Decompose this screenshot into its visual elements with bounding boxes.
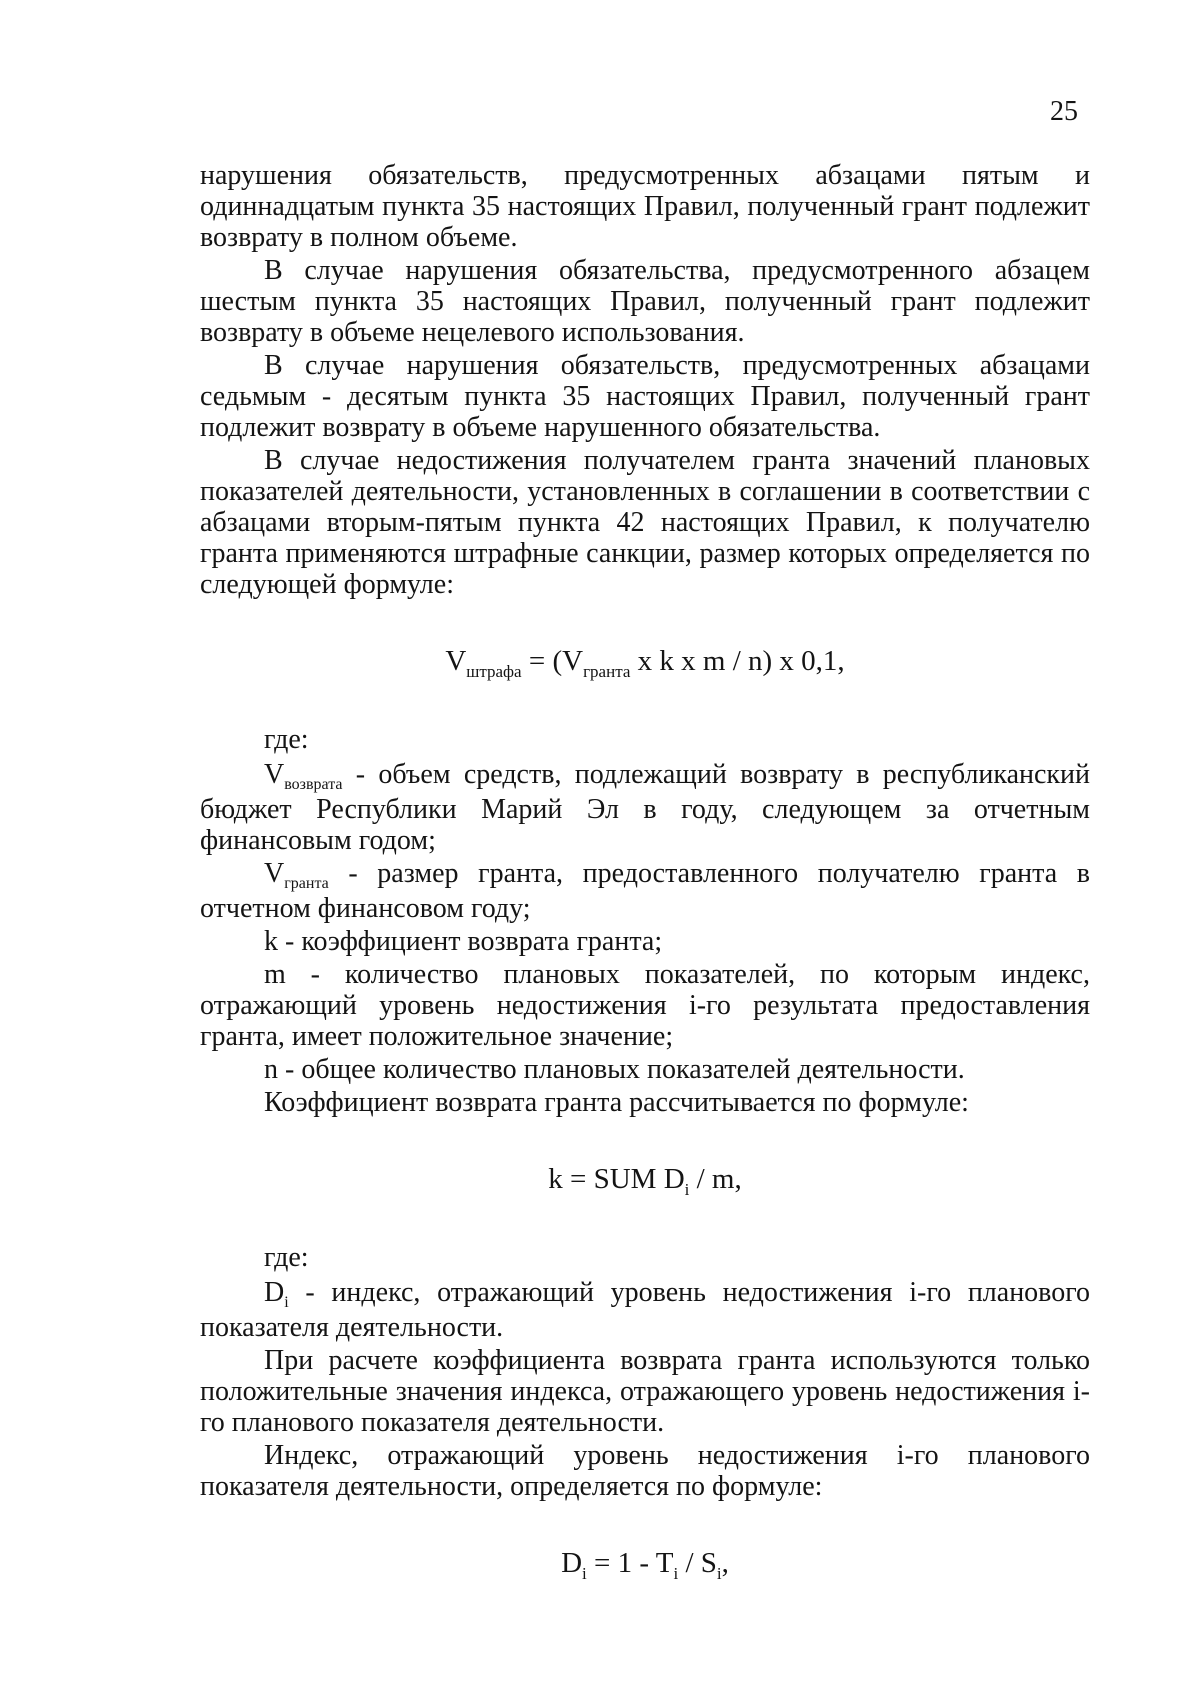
formula-coefficient-lhs: k = SUM D	[548, 1163, 685, 1195]
formula-penalty	[200, 644, 1090, 682]
formula-index-mid: = 1 - T	[586, 1547, 674, 1579]
formula-index-sub-t: i	[673, 1564, 679, 1583]
formula-coefficient-rest: / m,	[689, 1163, 742, 1195]
definition-k: k - коэффициент возврата гранта;	[264, 926, 663, 957]
formula-index-end: ,	[721, 1547, 729, 1579]
formula-penalty-sub-shtrafa: штрафа	[466, 662, 522, 681]
definition-n: n - общее количество плановых показателей деятельности.	[264, 1054, 965, 1085]
formula-index-d: D	[561, 1547, 583, 1579]
where-label: где:	[264, 724, 309, 755]
definition-di	[200, 1277, 1090, 1343]
paragraph-violation-seventh-tenth: В случае нарушения обязательств, предусмотренных абзацами седьмым - десятым пункта 35 настоящих Правил, полученный грант подлежит возврату в объеме нарушенного обязательства.	[200, 350, 1090, 443]
definition-text: - размер гранта, предоставленного получателю гранта в отчетном финансовом году;	[200, 858, 1090, 924]
definition-text: - объем средств, подлежащий возврату в республиканский бюджет Республики Марий Эл в году, следующем за отчетным финансовым годом;	[200, 759, 1090, 856]
formula-penalty-rest: x k x m / n) x 0,1,	[630, 645, 845, 677]
body-text	[200, 160, 1090, 1626]
definition-v-vozvrata	[200, 759, 1090, 856]
definition-v-granta	[200, 858, 1090, 924]
paragraph-positive-values: При расчете коэффициента возврата гранта используются только положительные значения индекса, отражающего уровень недостижения i-го планового показателя деятельности.	[200, 1345, 1090, 1438]
definition-symbol: V	[264, 759, 285, 790]
paragraph-coefficient-intro: Коэффициент возврата гранта рассчитывается по формуле:	[264, 1087, 969, 1118]
definition-symbol: V	[264, 858, 285, 889]
definition-text: - индекс, отражающий уровень недостижения i-го планового показателя деятельности.	[200, 1277, 1090, 1343]
where-label: где:	[264, 1242, 309, 1273]
definition-subscript: возврата	[284, 776, 343, 793]
paragraph-continuation: нарушения обязательств, предусмотренных абзацами пятым и одиннадцатым пункта 35 настоящих Правил, полученный грант подлежит возврату в полном объеме.	[200, 160, 1090, 253]
formula-index-sub-d: i	[582, 1564, 587, 1583]
formula-coefficient-sub-i: i	[684, 1180, 690, 1199]
paragraph-violation-sixth: В случае нарушения обязательства, предусмотренного абзацем шестым пункта 35 настоящих Правил, полученный грант подлежит возврату в объеме нецелевого использования.	[200, 255, 1090, 348]
formula-index-slash: / S	[678, 1547, 717, 1579]
definition-m: m - количество плановых показателей, по которым индекс, отражающий уровень недостижения i-го результата предоставления гранта, имеет положительное значение;	[200, 959, 1090, 1052]
paragraph-penalty-intro: В случае недостижения получателем гранта значений плановых показателей деятельности, установленных в соглашении в соответствии с абзацами вторым-пятым пункта 42 настоящих Правил, к получателю гранта применяются штрафные санкции, размер которых определяется по следующей формуле:	[200, 445, 1090, 600]
definition-subscript: i	[284, 1294, 289, 1311]
formula-index-sub-s: i	[716, 1564, 722, 1583]
formula-penalty-sub-granta: гранта	[583, 662, 631, 681]
formula-coefficient	[200, 1162, 1090, 1200]
definition-symbol: D	[264, 1277, 285, 1308]
definition-subscript: гранта	[284, 875, 329, 892]
page-number: 25	[1050, 96, 1078, 127]
formula-index	[200, 1546, 1090, 1584]
formula-penalty-v: V	[445, 645, 467, 677]
formula-penalty-eq: = (V	[521, 645, 584, 677]
paragraph-index-intro: Индекс, отражающий уровень недостижения i-го планового показателя деятельности, определяется по формуле:	[200, 1440, 1090, 1502]
